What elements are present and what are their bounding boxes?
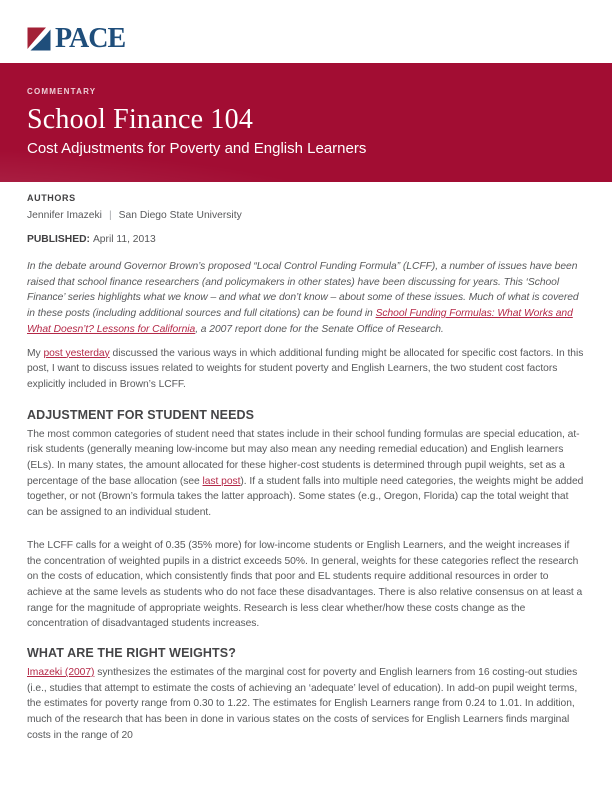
categories-text-before: The most common categories of student need that states include in their school funding formulas are special education, at-risk students (generally meaning low-income but may also mean any needing remedial education) and English learners (ELs). In many states, the amount allocated for these higher-cost students is determined through pupil weights, set as a percentage of the base allocation (see — [27, 428, 580, 487]
overview-text-after: discussed the various ways in which additional funding might be allocated for specific cost factors. In this post, I want to discuss issues related to weights for student poverty and English Learners, the two student cost factors explicitly included in Brown’s LCFF. — [27, 347, 584, 390]
author-name: Jennifer Imazeki — [27, 210, 102, 221]
intro-text-before: In the debate around Governor Brown’s proposed “Local Control Funding Formula” (LCFF), a number of issues have been raised that school finance researchers (and policymakers in other states) have been discussing for years. This ‘School Finance’ series highlights what we know – and what we don’t know – about some of these issues. Much of what is covered in these posts (including additional sources and full citations) can be found in — [27, 261, 579, 320]
report-link[interactable]: School Funding Formulas: What Works and What Doesn’t? Lessons for California — [27, 308, 573, 335]
published-line — [27, 234, 585, 245]
post-yesterday-link[interactable]: post yesterday — [43, 347, 110, 359]
paragraph-imazeki — [27, 665, 585, 744]
pace-logo-text: PACE — [55, 23, 126, 54]
section-heading-adjustment: ADJUSTMENT FOR STUDENT NEEDS — [27, 407, 255, 422]
intro-paragraph — [27, 259, 585, 338]
paragraph-lcff-weight: The LCFF calls for a weight of 0.35 (35% more) for low-income students or English Learners, and the weight increases if the concentration of weighted pupils in a district exceeds 50%. In general, weights for these categories reflect the research on the costs of education, which consistently finds that poor and EL students require additional resources in order to achieve at the same levels as students who do not face these disadvantages. There is also relative consensus on at least a range for the magnitude of appropriate weights. Research is less clear whether/how these costs change as the concentration of disadvantaged students increases. — [27, 539, 583, 630]
last-post-link[interactable]: last post — [202, 475, 241, 487]
intro-text-after: , a 2007 report done for the Senate Office of Research. — [195, 323, 444, 335]
author-separator: | — [108, 210, 112, 221]
page-title: School Finance 104 — [27, 104, 254, 135]
pace-logo[interactable] — [27, 23, 126, 54]
paragraph-categories — [27, 427, 585, 521]
title-banner — [0, 63, 612, 182]
section-heading-weights: WHAT ARE THE RIGHT WEIGHTS? — [27, 646, 236, 661]
published-date: April 11, 2013 — [92, 234, 156, 245]
page-subtitle: Cost Adjustments for Poverty and English Learners — [27, 140, 367, 158]
paragraph-overview — [27, 346, 585, 393]
imazeki-text-after: synthesizes the estimates of the marginal cost for poverty and English learners from 16 costing-out studies (i.e., studies that attempt to estimate the costs of achieving an ‘adequate’ level of education). In add-on pupil weight terms, the estimates for poverty range from 0.30 to 1.22. The estimates for English Learners range from 0.24 to 1.01. In addition, much of the research that has been in done in various states on the costs of services for English Learners finds marginal costs in the range of 20 — [27, 667, 578, 741]
authors-label: AUTHORS — [27, 193, 76, 203]
article-body — [0, 182, 612, 744]
imazeki-2007-link[interactable]: Imazeki (2007) — [27, 667, 95, 679]
published-label: PUBLISHED: — [27, 234, 90, 245]
overview-text-before: My — [27, 347, 44, 359]
categories-text-after: ). If a student falls into multiple need categories, the weights might be added together, or not (Brown’s formula takes the latter approach). Some states (e.g., Oregon, Florida) cap the total weight that can be assigned to an individual student. — [27, 475, 584, 519]
author-affiliation: San Diego State University — [118, 210, 242, 221]
pace-logo-icon — [27, 27, 51, 51]
kicker-label: COMMENTARY — [27, 87, 97, 96]
site-header — [0, 0, 612, 63]
author-line — [27, 210, 585, 221]
